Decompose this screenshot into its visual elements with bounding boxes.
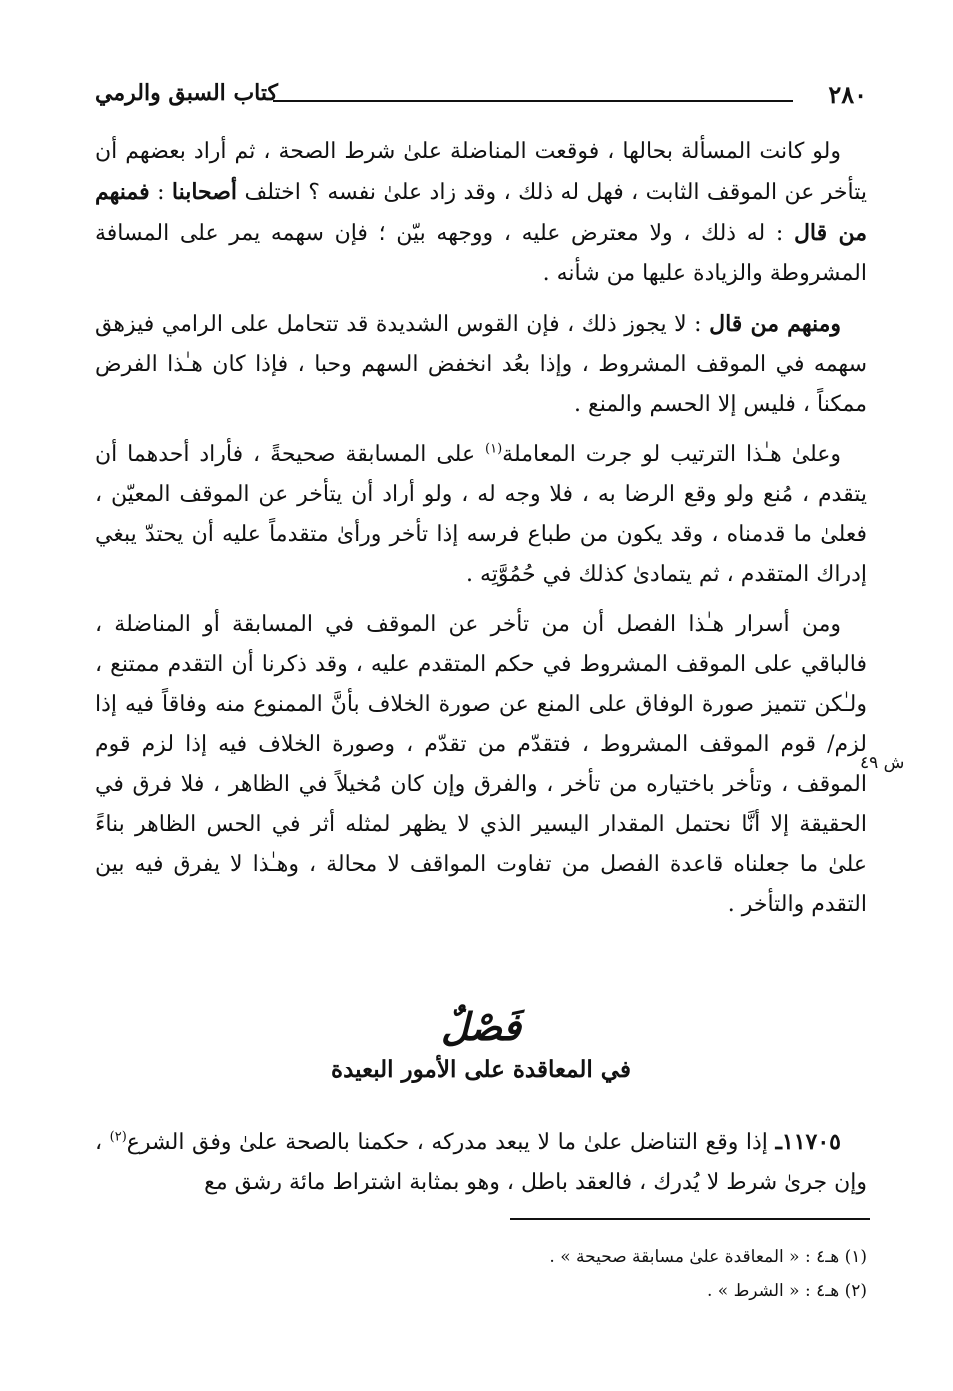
page-number: ٢٨٠ [828, 80, 867, 109]
section-heading [95, 1002, 867, 1088]
paragraph: ومنهم من قال : لا يجوز ذلك ، فإن القوس الشديدة قد تتحامل على الرامي فيزهق سهمه في الموقف المشروط ، وإذا بعُد انخفض السهم وحبا ، فإذا كان هـٰذا الفرض ممكناً ، فليس إلا الحسم والمنع . [95, 311, 867, 417]
main-text [95, 132, 867, 935]
footnote-ref[interactable]: (١) [485, 441, 503, 457]
paragraph: وعلىٰ هـٰذا الترتيب لو جرت المعاملة$^{(١)}$ على المسابقة صحيحةً ، فأراد أحدهما أن يتقدم ، مُنع ولو وقع الرضا به ، فلا وجه له ، ولو أراد أن يتأخر عن الموقف المعيّن ، فعلىٰ ما قدمناه ، وقد يكون من طباع فرسه إذا تأخر ورأىٰ متقدماً عليه أن يحتدّ يبغي إدراك المتقدم ، ثم يتمادىٰ كذلك في حُمُوَّتِه . [95, 441, 867, 587]
numbered-paragraph: ١١٧٠٥ـ إذا وقع التناضل علىٰ ما لا يبعد مدركه ، حكمنا بالصحة علىٰ وفق الشرع$^{(٢)}$ ، وإن جرىٰ شرط لا يُدرك ، فالعقد باطل ، وهو بمثابة اشتراط مائة رشق مع [95, 1129, 867, 1195]
footnote-ref[interactable]: (٢) [109, 1129, 127, 1145]
book-title: كتاب السبق والرمي [95, 80, 278, 106]
header-rule [273, 100, 793, 102]
paragraph: ولو كانت المسألة بحالها ، فوقعت المناضلة علىٰ شرط الصحة ، ثم أراد بعضهم أن يتأخر عن الموقف الثابت ، فهل له ذلك ، وقد زاد علىٰ نفسه ؟ اختلف أصحابنا : فمنهم من قال : له ذلك ، ولا معترض عليه ، ووجهه بيّن ؛ فإن سهمه يمر على المسافة المشروطة والزيادة عليها من شأنه . [95, 139, 867, 286]
footnote-rule [510, 1218, 870, 1220]
footnote: (١) هـ٤ : « المعاقدة علىٰ مسابقة صحيحة » . [549, 1247, 867, 1267]
paragraph-number: ١١٧٠٥ـ [775, 1129, 841, 1155]
footnote: (٢) هـ٤ : « الشرط » . [706, 1281, 867, 1301]
margin-note: ش ٤٩ [860, 753, 905, 773]
footnotes [95, 1240, 867, 1308]
page-header [95, 80, 867, 120]
section-ornament: فَصْلٌ [441, 1004, 521, 1049]
section-subtitle: في المعاقدة على الأمور البعيدة [331, 1056, 631, 1083]
paragraph: ومن أسرار هـٰذا الفصل أن من تأخر عن الموقف في المسابقة أو المناضلة ، فالباقي على الموقف المشروط في حكم المتقدم عليه ، وقد ذكرنا أن التقدم ممتنع ، ولـٰكن تتميز صورة الوفاق على المنع عن صورة الخلاف بأنَّ الممنوع منه وفاقاً فيه إذا لزم/ قوم الموقف المشروط ، فتقدّم من تقدّم ، وصورة الخلاف فيه إذا لزم قوم الموقف ، وتأخر باختياره من تأخر ، والفرق وإن كان مُخيلاً في الظاهر ، فلا فرق في الحقيقة إلا أنَّا نحتمل المقدار اليسير الذي لا يظهر لمثله أثر في الحس الظاهر بناءً علىٰ ما جعلناه قاعدة الفصل من تفاوت المواقف لا محالة ، وهـٰذا لا يفرق فيه بين التقدم والتأخر . [95, 612, 867, 917]
